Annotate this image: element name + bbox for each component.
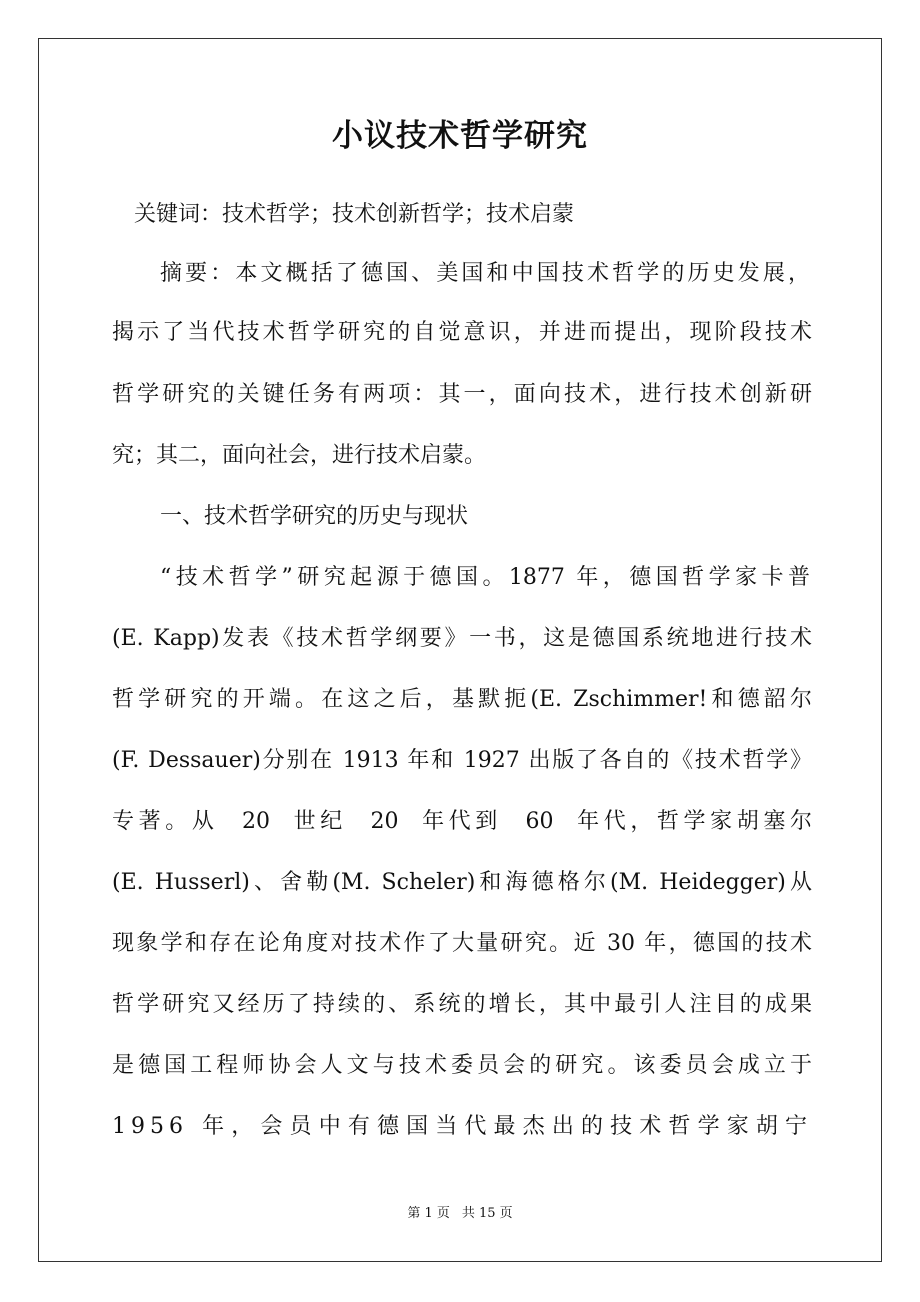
body-line-10: 1956 年，会员中有德国当代最杰出的技术哲学家胡宁 [112, 1114, 812, 1139]
keywords-line: 关键词：技术哲学；技术创新哲学；技术启蒙 [134, 202, 575, 227]
page-footer [0, 1204, 920, 1224]
body-line-4: (F. Dessauer)分别在 1913 年和 1927 出版了各自的《技术哲学》 [112, 748, 812, 773]
body-line-2: (E. Kapp)发表《技术哲学纲要》一书，这是德国系统地进行技术 [112, 626, 812, 651]
body-line-1: “技术哲学”研究起源于德国。1877 年，德国哲学家卡普 [160, 565, 810, 590]
body-line-3: 哲学研究的开端。在这之后，基默扼(E. Zschimmer!和德韶尔 [112, 687, 812, 712]
page-number: 第 1 页 [407, 1206, 450, 1221]
section-heading: 一、技术哲学研究的历史与现状 [160, 504, 469, 529]
abstract-line-2: 揭示了当代技术哲学研究的自觉意识，并进而提出，现阶段技术 [112, 320, 812, 345]
body-line-8: 哲学研究又经历了持续的、系统的增长，其中最引人注目的成果 [112, 992, 812, 1017]
page-total: 共 15 页 [461, 1206, 513, 1221]
document-title: 小议技术哲学研究 [332, 118, 588, 154]
abstract-line-1: 摘要：本文概括了德国、美国和中国技术哲学的历史发展， [160, 261, 810, 286]
body-line-7: 现象学和存在论角度对技术作了大量研究。近 30 年，德国的技术 [112, 931, 812, 956]
body-line-5: 专著。从 20 世纪 20 年代到 60 年代，哲学家胡塞尔 [112, 809, 812, 834]
abstract-line-3: 哲学研究的关键任务有两项：其一，面向技术，进行技术创新研 [112, 382, 812, 407]
body-line-9: 是德国工程师协会人文与技术委员会的研究。该委员会成立于 [112, 1053, 812, 1078]
body-line-6: (E. Husserl)、舍勒(M. Scheler)和海德格尔(M. Heidegger)从 [112, 870, 812, 895]
abstract-line-4: 究；其二，面向社会，进行技术启蒙。 [112, 443, 487, 468]
